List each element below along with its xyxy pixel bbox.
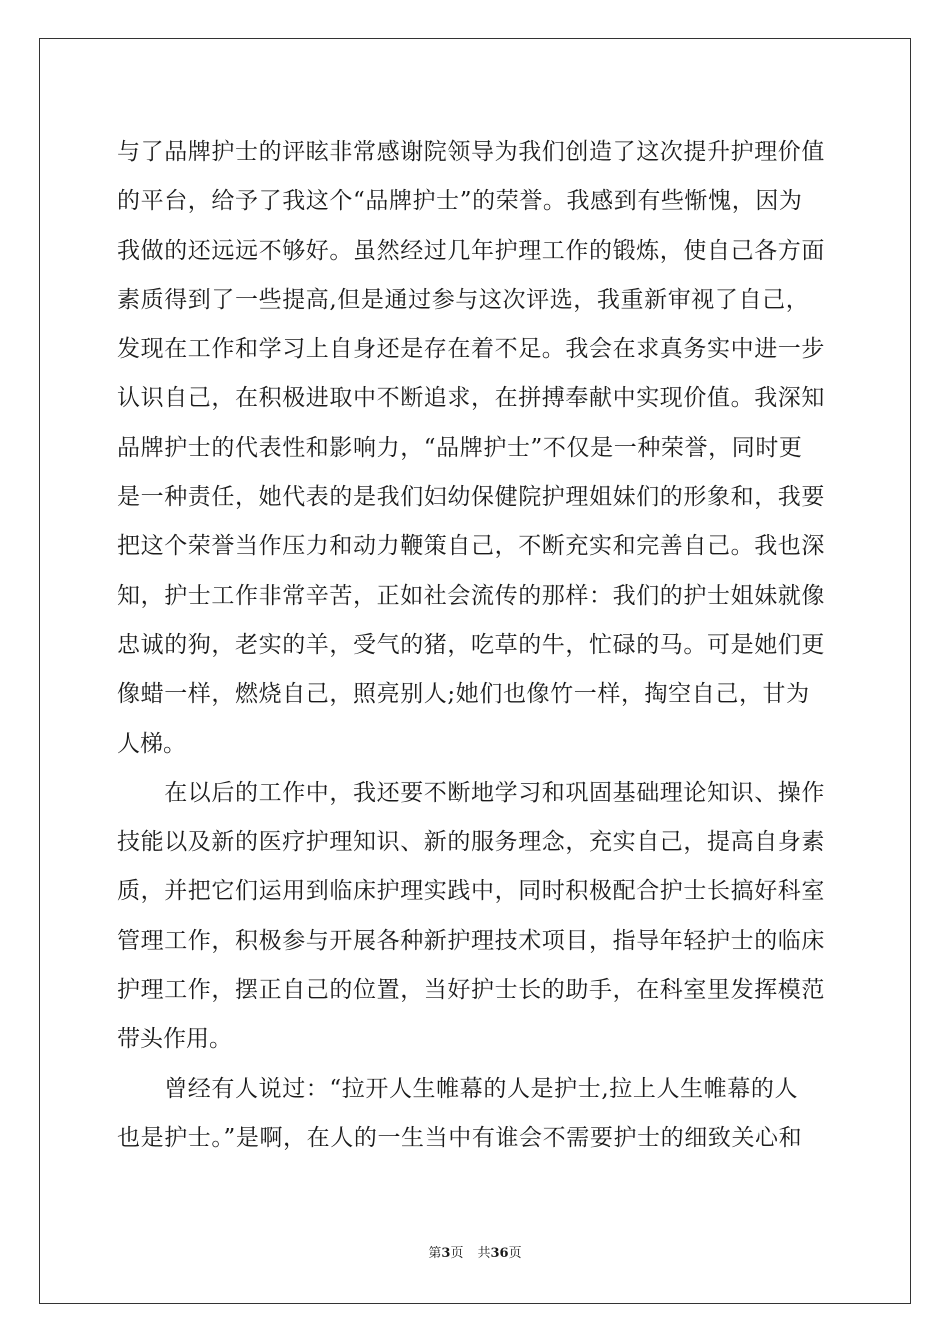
text-line-8: 是一种责任，她代表的是我们妇幼保健院护理姐妹们的形象和，我要 bbox=[117, 484, 825, 511]
text-line-14: 在以后的工作中，我还要不断地学习和巩固基础理论知识、操作 bbox=[117, 779, 825, 806]
text-line-9: 把这个荣誉当作压力和动力鞭策自己，不断充实和完善自己。我也深 bbox=[117, 533, 825, 560]
text-line-21: 也是护士。”是啊，在人的一生当中有谁会不需要护士的细致关心和 bbox=[117, 1124, 803, 1151]
text-line-12: 像蜡一样，燃烧自己，照亮别人;她们也像竹一样，掏空自己，甘为 bbox=[117, 681, 810, 708]
text-line-2: 的平台，给予了我这个“品牌护士”的荣誉。我感到有些惭愧，因为 bbox=[117, 188, 803, 215]
text-line-19: 带头作用。 bbox=[117, 1026, 232, 1053]
text-line-1: 与了品牌护士的评眩非常感谢院领导为我们创造了这次提升护理价值 bbox=[117, 139, 825, 165]
text-line-13: 人梯。 bbox=[117, 730, 186, 757]
text-line-11: 忠诚的狗，老实的羊，受气的猪，吃草的牛，忙碌的马。可是她们更 bbox=[117, 631, 825, 658]
text-line-15: 技能以及新的医疗护理知识、新的服务理念，充实自己，提高自身素 bbox=[117, 829, 825, 856]
text-line-5: 发现在工作和学习上自身还是存在着不足。我会在求真务实中进一步 bbox=[117, 336, 825, 363]
text-line-18: 护理工作，摆正自己的位置，当好护士长的助手，在科室里发挥模范 bbox=[117, 977, 825, 1004]
text-line-20: 曾经有人说过：“拉开人生帷幕的人是护士,拉上人生帷幕的人 bbox=[117, 1075, 799, 1102]
page-suffix: 页 bbox=[450, 1246, 464, 1261]
total-prefix: 共 bbox=[477, 1246, 491, 1261]
total-suffix: 页 bbox=[508, 1246, 522, 1261]
text-line-10: 知，护士工作非常辛苦，正如社会流传的那样：我们的护士姐妹就像 bbox=[117, 582, 825, 609]
text-line-6: 认识自己，在积极进取中不断追求，在拼搏奉献中实现价值。我深知 bbox=[117, 385, 825, 412]
text-line-7: 品牌护士的代表性和影响力，“品牌护士”不仅是一种荣誉，同时更 bbox=[117, 434, 803, 461]
page-footer bbox=[0, 1245, 950, 1263]
document-body bbox=[117, 128, 835, 1163]
page-prefix: 第 bbox=[428, 1246, 442, 1261]
page-total: 36 bbox=[490, 1246, 509, 1261]
text-line-3: 我做的还远远不够好。虽然经过几年护理工作的锻炼，使自己各方面 bbox=[117, 237, 825, 264]
page-current: 3 bbox=[441, 1246, 451, 1261]
text-line-4: 素质得到了一些提高,但是通过参与这次评选，我重新审视了自己， bbox=[117, 286, 810, 313]
text-line-17: 管理工作，积极参与开展各种新护理技术项目，指导年轻护士的临床 bbox=[117, 927, 825, 954]
text-line-16: 质，并把它们运用到临床护理实践中，同时积极配合护士长搞好科室 bbox=[117, 878, 825, 905]
